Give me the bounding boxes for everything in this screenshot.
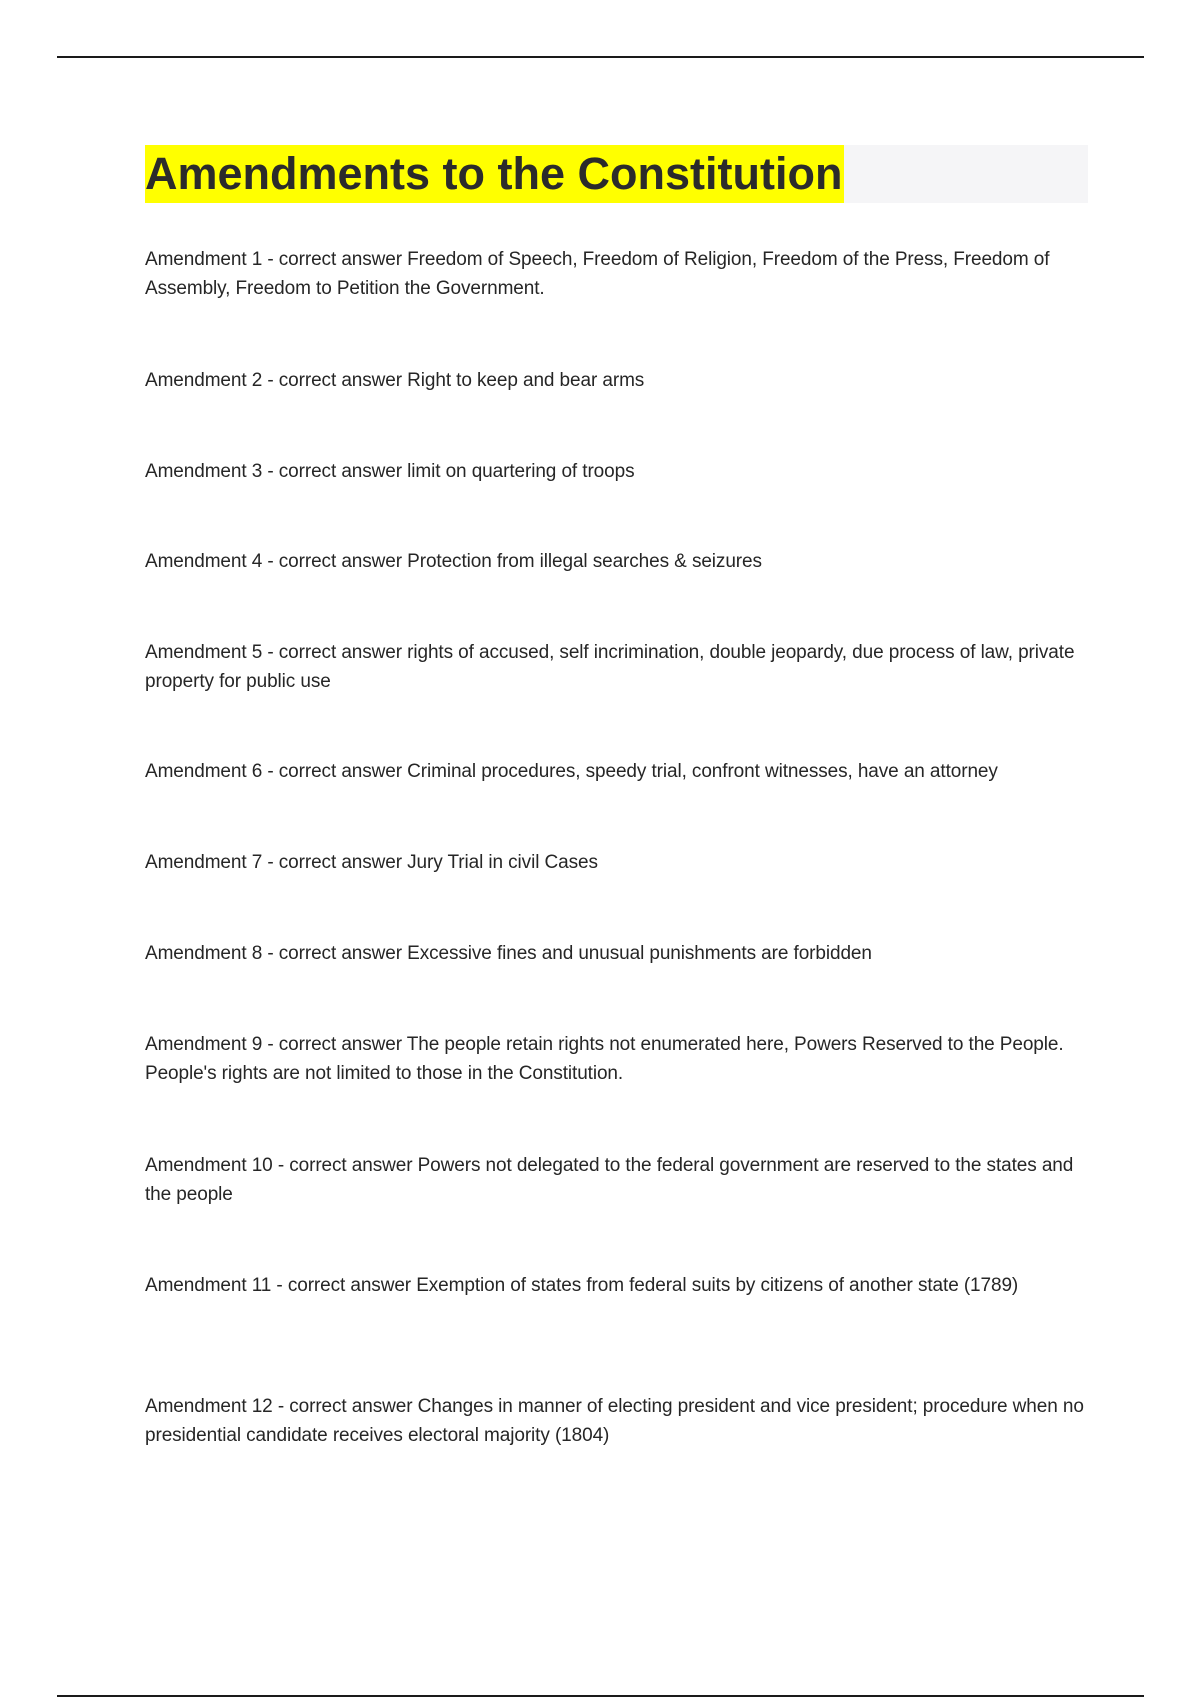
top-rule (57, 56, 1144, 58)
amendment-entry-3: Amendment 3 - correct answer limit on quartering of troops (145, 461, 635, 482)
amendment-entry-4: Amendment 4 - correct answer Protection from illegal searches & seizures (145, 551, 762, 572)
bottom-rule (57, 1695, 1144, 1697)
amendment-entry-7: Amendment 7 - correct answer Jury Trial in civil Cases (145, 852, 598, 873)
amendment-entry-9: Amendment 9 - correct answer The people retain rights not enumerated here, Powers Reserved to the People. People's rights are not limited to those in the Constitution. (145, 1034, 1064, 1084)
amendment-entry-5: Amendment 5 - correct answer rights of accused, self incrimination, double jeopardy, due process of law, private property for public use (145, 642, 1075, 692)
amendment-entry-8: Amendment 8 - correct answer Excessive fines and unusual punishments are forbidden (145, 943, 872, 964)
amendment-entry-11: Amendment 11 - correct answer Exemption of states from federal suits by citizens of another state (1789) (145, 1275, 1019, 1296)
amendment-entry-2: Amendment 2 - correct answer Right to keep and bear arms (145, 370, 645, 391)
amendment-entry-1: Amendment 1 - correct answer Freedom of Speech, Freedom of Religion, Freedom of the Press, Freedom of Assembly, Freedom to Petition the Government. (145, 249, 1050, 299)
page-title: Amendments to the Constitution (145, 145, 844, 203)
amendment-entry-6: Amendment 6 - correct answer Criminal procedures, speedy trial, confront witnesses, have an attorney (145, 761, 998, 782)
amendment-entry-10: Amendment 10 - correct answer Powers not delegated to the federal government are reserved to the states and the people (145, 1155, 1074, 1205)
title-block (145, 145, 1088, 203)
amendment-entry-12: Amendment 12 - correct answer Changes in manner of electing president and vice president; procedure when no presidential candidate receives electoral majority (1804) (145, 1396, 1084, 1446)
